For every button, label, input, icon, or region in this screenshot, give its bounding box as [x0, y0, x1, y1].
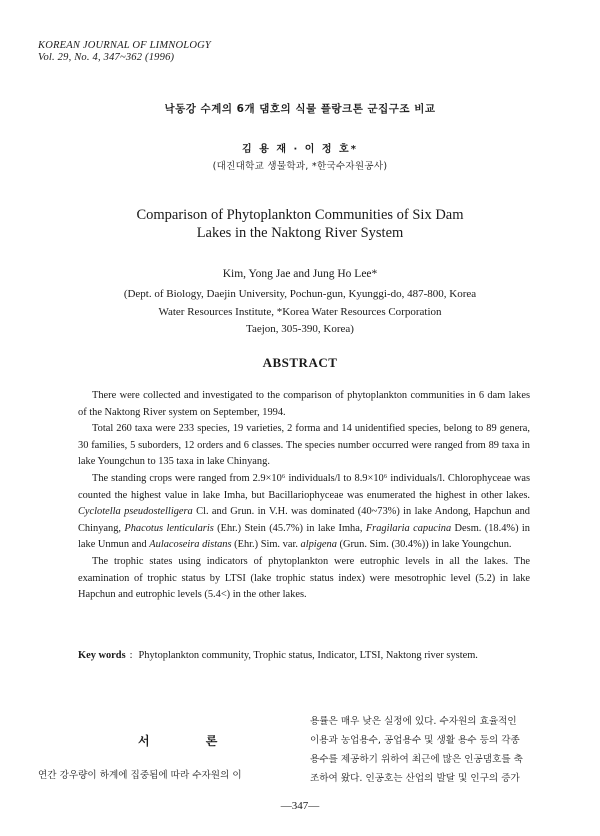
- english-title: [0, 206, 600, 242]
- abstract-paragraph-2: Total 260 taxa were 233 species, 19 varieties, 2 forma and 14 unidentified species, belong to 89 genera, 30 families, 5 suborders, 12 orders and 6 classes. The species number occurred were ranged from 89 taxa in lake Youngchun to 135 taxa in lake Chinyang.: [78, 423, 530, 468]
- abstract-text: (Ehr.) Stein (45.7%) in lake Imha,: [213, 522, 366, 534]
- korean-authors: 김 용 재 · 이 정 호*: [242, 144, 358, 155]
- keywords-label: Key words: [78, 650, 126, 661]
- keywords-text: Phytoplankton community, Trophic status, Indicator, LTSI, Naktong river system.: [138, 650, 478, 661]
- journal-header: [38, 40, 211, 64]
- body-right-column: [310, 712, 562, 788]
- journal-name: KOREAN JOURNAL OF LIMNOLOGY: [38, 40, 211, 51]
- abstract-text: The standing crops were ranged from 2.9×10⁶ individuals/l to 8.9×10⁶ individuals/l. Chlorophyceae was counted the highest value in lake Imha, but Bacillariophyceae was enumerated the highest in other lakes.: [78, 472, 530, 501]
- body-line: 이용과 농업용수, 공업용수 및 생활 용수 등의 각종: [310, 735, 520, 746]
- affiliation-line-1: (Dept. of Biology, Daejin University, Pochun-gun, Kyunggi-do, 487-800, Korea: [123, 288, 477, 300]
- abstract-text: (Grun. Sim. (30.4%)) in lake Youngchun.: [336, 539, 512, 551]
- journal-volume: Vol. 29, No. 4, 347~362 (1996): [38, 52, 175, 63]
- english-title-line-1: Comparison of Phytoplankton Communities of Six Dam: [136, 207, 464, 223]
- species-name: Phacotus lenticularis: [124, 522, 214, 534]
- abstract-heading: ABSTRACT: [262, 355, 338, 370]
- keywords: [78, 648, 530, 664]
- english-affiliation: [0, 286, 600, 339]
- body-line: 용률은 매우 낮은 실정에 있다. 수자원의 효율적인: [310, 716, 517, 727]
- page-number: —347—: [280, 800, 320, 812]
- affiliation-line-3: Taejon, 305-390, Korea): [246, 323, 354, 335]
- body-line: 조하여 왔다. 인공호는 산업의 발달 및 인구의 증가: [310, 773, 520, 784]
- korean-title: 낙동강 수계의 6개 댐호의 식물 플랑크톤 군집구조 비교: [164, 103, 436, 115]
- abstract-paragraph-4: The trophic states using indicators of phytoplankton were eutrophic levels in all the lakes. The examination of trophic status by LTSI (lake trophic status index) were mesotrophic level (5.2) in lake Hapchun and eutrophic levels (5.4<) in the other lakes.: [78, 555, 530, 601]
- abstract-text: Desm. (18.4%) in lake Unmun and: [78, 522, 530, 551]
- body-left-column: [38, 766, 288, 785]
- body-line: 용수를 제공하기 위하여 최근에 많은 인공댐호를 축: [310, 754, 523, 765]
- species-name: Cyclotella pseudostelligera: [78, 506, 193, 518]
- abstract-text: Cl. and Grun. in V.H. was dominated (40~73%) in lake Andong, Hapchun and Chinyang,: [78, 506, 530, 534]
- abstract-text: (Ehr.) Sim. var.: [231, 539, 301, 551]
- abstract-body: [78, 388, 530, 604]
- section-heading: 서 론: [138, 734, 244, 748]
- keywords-colon: :: [129, 650, 133, 661]
- abstract-paragraph-1: There were collected and investigated to the comparison of phytoplankton communities in 6 dam lakes of the Naktong River system on September, 1994.: [78, 390, 530, 418]
- english-authors: Kim, Yong Jae and Jung Ho Lee*: [222, 268, 378, 280]
- korean-affiliation: (대진대학교 생물학과, *한국수자원공사): [212, 161, 388, 172]
- english-title-line-2: Lakes in the Naktong River System: [196, 225, 404, 241]
- abstract-paragraph-3: [78, 471, 530, 554]
- species-name: alpigena: [300, 539, 337, 551]
- affiliation-line-2: Water Resources Institute, *Korea Water Resources Corporation: [158, 305, 442, 318]
- body-line: 연간 강우량이 하계에 집중됨에 따라 수자원의 이: [38, 770, 242, 781]
- species-name: Aulacoseira distans: [149, 539, 232, 551]
- species-name: Fragilaria capucina: [365, 522, 452, 534]
